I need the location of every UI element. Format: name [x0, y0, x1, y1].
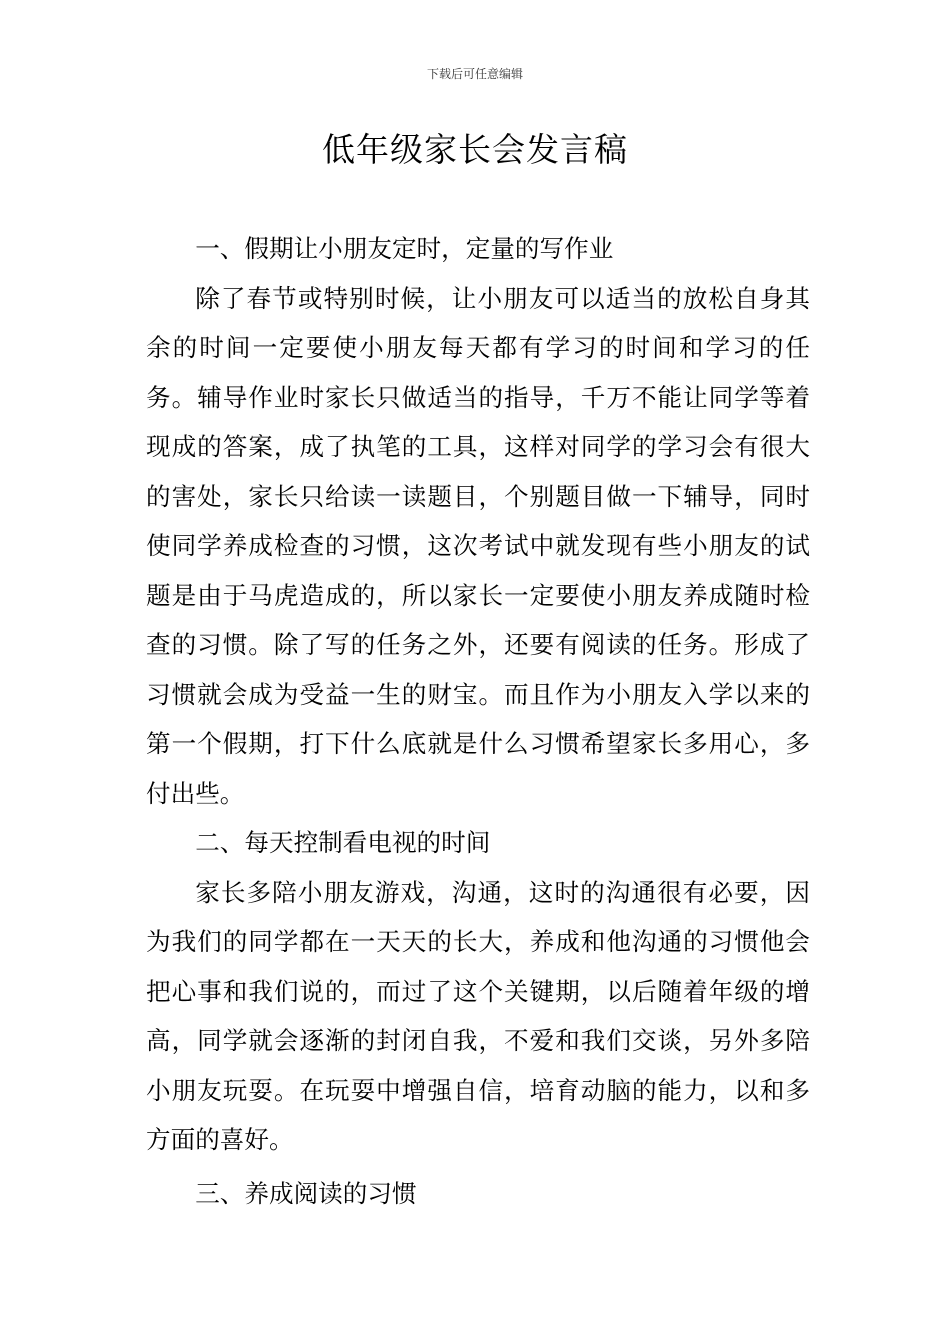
section-2-heading: 二、每天控制看电视的时间 [195, 828, 491, 857]
section-3-heading: 三、养成阅读的习惯 [195, 1178, 417, 1208]
document-body [146, 224, 810, 1218]
section-1-heading: 一、假期让小朋友定时，定量的写作业 [195, 234, 614, 263]
header-note: 下载后可任意编辑 [426, 67, 523, 81]
document-title: 低年级家长会发言稿 [322, 130, 628, 169]
section-1-paragraph: 除了春节或特别时候，让小朋友可以适当的放松自身其余的时间一定要使小朋友每天都有学习的时间和学习的任务。辅导作业时家长只做适当的指导，千万不能让同学等着现成的答案，成了执笔的工具，这样对同学的学习会有很大的害处，家长只给读一读题目，个别题目做一下辅导，同时使同学养成检查的习惯，这次考试中就发现有些小朋友的试题是由于马虎造成的，所以家长一定要使小朋友养成随时检查的习惯。除了写的任务之外，还要有阅读的任务。形成了习惯就会成为受益一生的财宝。而且作为小朋友入学以来的第一个假期，打下什么底就是什么习惯希望家长多用心，多付出些。 [146, 283, 810, 808]
section-2-paragraph: 家长多陪小朋友游戏，沟通，这时的沟通很有必要，因为我们的同学都在一天天的长大，养成和他沟通的习惯他会把心事和我们说的，而过了这个关键期，以后随着年级的增高，同学就会逐渐的封闭自我，不爱和我们交谈，另外多陪小朋友玩耍。在玩耍中增强自信，培育动脑的能力，以和多方面的喜好。 [146, 877, 810, 1154]
